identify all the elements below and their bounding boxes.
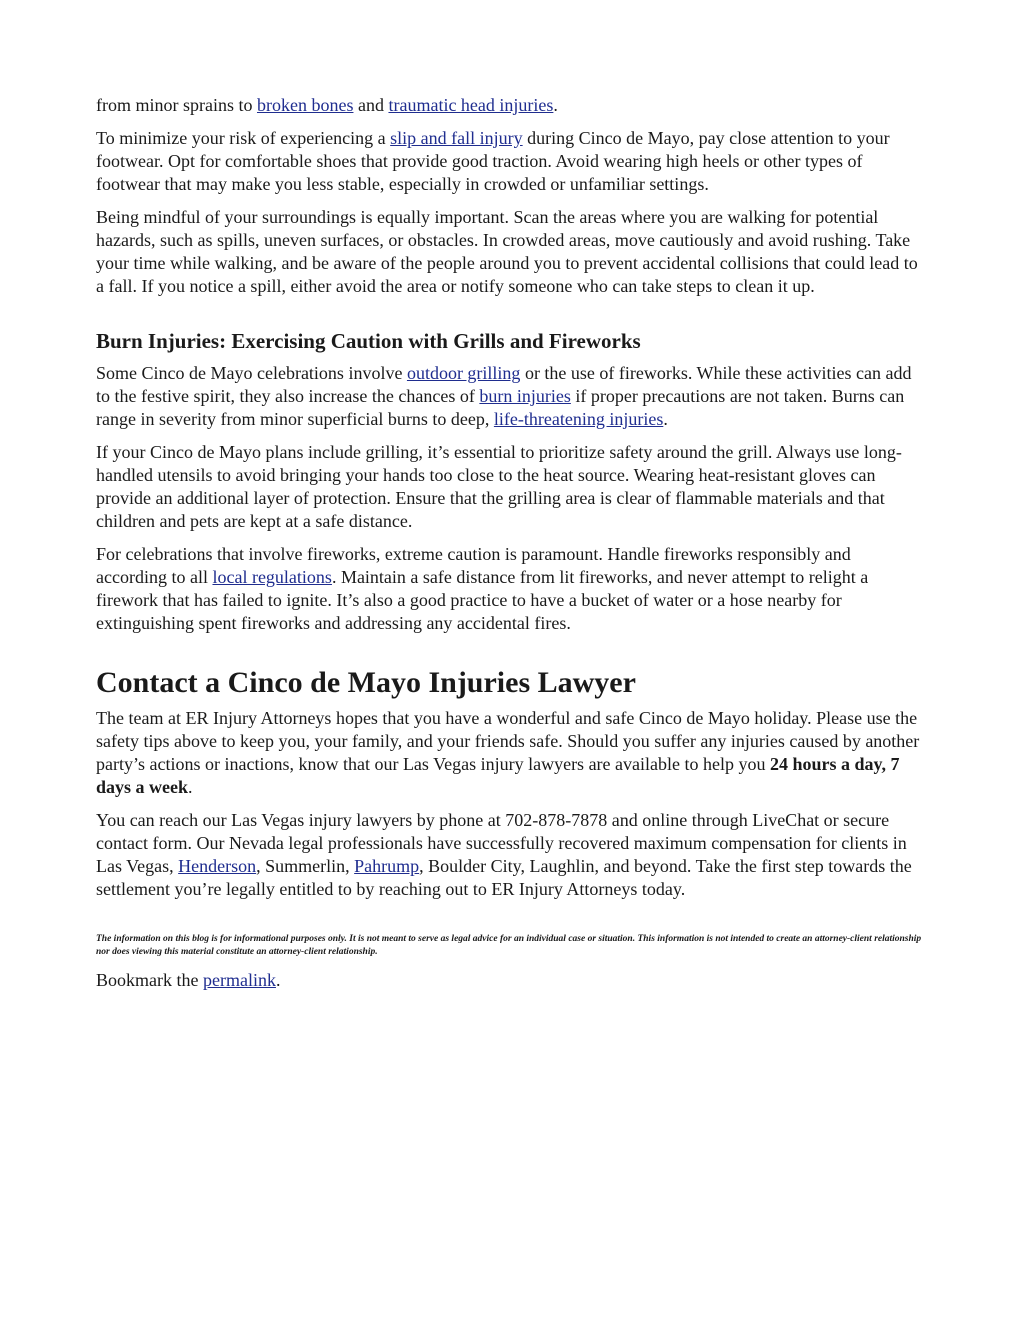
slip-paragraph-3: Being mindful of your surroundings is equally important. Scan the areas where you are walking for potential hazards, such as spills, uneven surfaces, or obstacles. In crowded areas, move cautiously and avoid rushing. Take your time while walking, and be aware of the people around you to prevent accidental collisions that could lead to a fall. If you notice a spill, either avoid the area or notify someone who can take steps to clean it up. xyxy=(96,207,918,296)
link-traumatic-head-injuries[interactable]: traumatic head injuries xyxy=(388,95,554,115)
burn-paragraph-3 xyxy=(96,543,926,635)
link-outdoor-grilling[interactable]: outdoor grilling xyxy=(406,363,521,383)
bookmark-line xyxy=(96,969,926,992)
link-local-regulations[interactable]: local regulations xyxy=(212,567,332,587)
slip-paragraph-1 xyxy=(96,94,926,117)
link-permalink[interactable]: permalink xyxy=(202,970,276,990)
contact-lawyer-heading: Contact a Cinco de Mayo Injuries Lawyer xyxy=(96,666,636,699)
text-fragment: . xyxy=(188,777,193,797)
text-fragment: , Boulder City, Laughlin, and beyond. Take the first step towards the settlement you’re legally entitled to by reaching out to ER Injury Attorneys today. xyxy=(96,856,912,899)
slip-paragraph-2 xyxy=(96,127,926,196)
text-fragment: . Maintain a safe distance from lit fireworks, and never attempt to relight a firework that has failed to ignite. It’s also a good practice to have a bucket of water or a hose nearby for extinguishing spent fireworks and addressing any accidental fires. xyxy=(96,567,869,633)
link-henderson[interactable]: Henderson xyxy=(178,856,257,876)
text-fragment: . xyxy=(553,95,558,115)
text-fragment: , Summerlin, xyxy=(256,856,355,876)
link-slip-and-fall-injury[interactable]: slip and fall injury xyxy=(390,128,523,148)
contact-paragraph-1 xyxy=(96,707,926,799)
burn-paragraph-1 xyxy=(96,362,926,431)
text-fragment: or the use of fireworks. While these activities can add to the festive spirit, they also increase the chances of xyxy=(96,363,912,406)
burn-injuries-heading: Burn Injuries: Exercising Caution with Grills and Fireworks xyxy=(96,329,641,353)
link-broken-bones[interactable]: broken bones xyxy=(256,95,354,115)
text-fragment: Bookmark the xyxy=(96,970,203,990)
availability-bold: 24 hours a day, 7 days a week xyxy=(96,754,900,797)
text-fragment: You can reach our Las Vegas injury lawyers by phone at 702-878-7878 and online through LiveChat or secure contact form. Our Nevada legal professionals have successfully recovered maximum compensation for clients in Las Vegas, xyxy=(96,810,907,876)
text-fragment: if proper precautions are not taken. Burns can range in severity from minor superficial burns to deep, xyxy=(96,386,905,429)
text-fragment: from minor sprains to xyxy=(96,95,257,115)
link-pahrump[interactable]: Pahrump xyxy=(354,856,420,876)
text-fragment: The team at ER Injury Attorneys hopes that you have a wonderful and safe Cinco de Mayo holiday. Please use the safety tips above to keep you, your family, and your friends safe. Should you suffer any injuries caused by another party’s actions or inactions, know that our Las Vegas injury lawyers are available to help you xyxy=(96,708,920,774)
text-fragment: during Cinco de Mayo, pay close attention to your footwear. Opt for comfortable shoes that provide good traction. Avoid wearing high heels or other types of footwear that may make you less stable, especially in crowded or unfamiliar settings. xyxy=(96,128,890,194)
legal-disclaimer: The information on this blog is for informational purposes only. It is not meant to serve as legal advice for an individual case or situation. This information is not intended to create an attorney-client relationship nor does viewing this material constitute an attorney-client relationship. xyxy=(96,934,922,957)
text-fragment: and xyxy=(353,95,389,115)
link-life-threatening-injuries[interactable]: life-threatening injuries xyxy=(493,409,664,429)
burn-paragraph-2: If your Cinco de Mayo plans include grilling, it’s essential to prioritize safety around the grill. Always use long-handled utensils to avoid bringing your hands too close to the heat source. Wearing heat-resistant gloves can provide an additional layer of protection. Ensure that the grilling area is clear of flammable materials and that children and pets are kept at a safe distance. xyxy=(96,442,902,531)
article-body xyxy=(96,94,926,1002)
text-fragment: For celebrations that involve fireworks, extreme caution is paramount. Handle fireworks responsibly and according to all xyxy=(96,544,851,587)
text-fragment: Some Cinco de Mayo celebrations involve xyxy=(96,363,407,383)
text-fragment: . xyxy=(275,970,281,990)
contact-paragraph-2 xyxy=(96,809,926,901)
text-fragment: . xyxy=(663,409,668,429)
text-fragment: To minimize your risk of experiencing a xyxy=(96,128,391,148)
link-burn-injuries[interactable]: burn injuries xyxy=(479,386,571,406)
